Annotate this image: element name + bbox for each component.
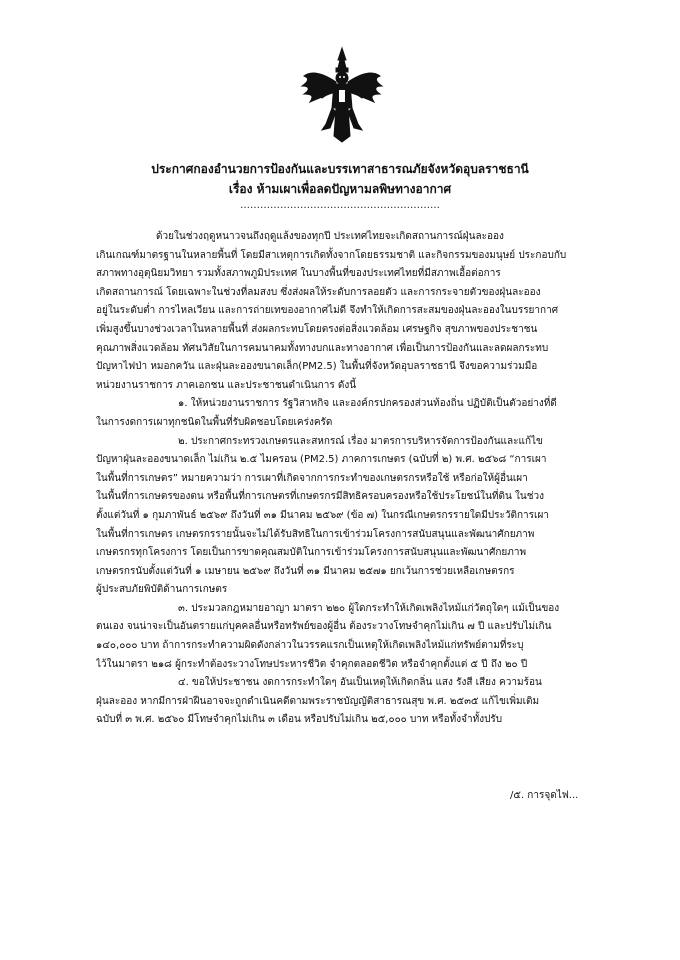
text-line: ตั้งแต่วันที่ ๑ กุมภาพันธ์ ๒๕๖๙ ถึงวันที่ ๓๑ มีนาคม ๒๕๖๙ (ข้อ ๗) ในกรณีเกษตรกรรายใดมีประวัติการเผา bbox=[96, 509, 549, 521]
text-line: ปัญหาฝุ่นละอองขนาดเล็ก ไม่เกิน ๒.๕ ไมครอน (PM2.5) ภาคการเกษตร (ฉบับที่ ๒) พ.ศ. ๒๕๖๘ “การเผา bbox=[96, 454, 547, 466]
text-line: สภาพทางอุตุนิยมวิทยา รวมทั้งสภาพภูมิประเทศ ในบางพื้นที่ของประเทศไทยที่มีสภาพเอื้อต่อการ bbox=[96, 268, 501, 280]
text-line: เกษตรกรทุกโครงการ โดยเป็นการขาดคุณสมบัติในการเข้าร่วมโครงการสนับสนุนและพัฒนาศักยภาพ bbox=[96, 547, 527, 559]
text-line: ฝุ่นละออง หากมีการฝ่าฝืนอาจจะถูกดำเนินคดีตามพระราชบัญญัติสาธารณสุข พ.ศ. ๒๕๓๕ แก้ไขเพิ่มเติม bbox=[96, 695, 540, 707]
text-line: เกษตรกรนับตั้งแต่วันที่ ๑ เมษายน ๒๕๖๙ ถึงวันที่ ๓๑ มีนาคม ๒๕๗๑ ยกเว้นการช่วยเหลือเกษตรกร bbox=[96, 565, 515, 577]
text-line: คุณภาพสิ่งแวดล้อม ทัศนวิสัยในการคมนาคมทั้งทางบกและทางอากาศ เพื่อเป็นการป้องกันและลดผลกระทบ bbox=[96, 342, 549, 354]
separator-line: …………………………………………………… bbox=[240, 200, 440, 211]
text-line: อยู่ในระดับต่ำ การไหลเวียน และการถ่ายเทของอากาศไม่ดี จึงทำให้เกิดการสะสมของฝุ่นละอองในบรรยากาศ bbox=[96, 305, 559, 317]
text-line: ในพื้นที่การเกษตรของตน หรือพื้นที่การเกษตรที่เกษตรกรมีสิทธิครอบครองหรือใช้ประโยชน์ในที่ดิน ในช่วง bbox=[96, 491, 545, 503]
paragraph-intro bbox=[96, 228, 676, 395]
text-line: เพิ่มสูงขึ้นบางช่วงเวลาในหลายพื้นที่ ส่งผลกระทบโดยตรงต่อสิ่งแวดล้อม เศรษฐกิจ สุขภาพของประชาชน bbox=[96, 323, 538, 335]
text-line: ฉบับที่ ๓ พ.ศ. ๒๕๖๐ มีโทษจำคุกไม่เกิน ๓ เดือน หรือปรับไม่เกิน ๒๕,๐๐๐ บาท หรือทั้งจำทั้งปรับ bbox=[96, 714, 503, 726]
garuda-emblem-icon bbox=[300, 46, 384, 144]
announcement-title: ประกาศกองอำนวยการป้องกันและบรรเทาสาธารณภัยจังหวัดอุบลราชธานี bbox=[151, 162, 529, 176]
text-line: ผู้ประสบภัยพิบัติด้านการเกษตร bbox=[96, 584, 228, 596]
text-line: ตนเอง จนน่าจะเป็นอันตรายแก่บุคคลอื่นหรือทรัพย์ของผู้อื่น ต้องระวางโทษจำคุกไม่เกิน ๗ ปี และปรับไม่เกิน bbox=[96, 621, 552, 633]
paragraph-item-4 bbox=[96, 674, 676, 730]
announcement-body bbox=[96, 228, 676, 730]
paragraph-item-1 bbox=[96, 395, 676, 432]
text-line: ๒. ประกาศกระทรวงเกษตรและสหกรณ์ เรื่อง มาตรการบริหารจัดการป้องกันและแก้ไข bbox=[178, 435, 543, 447]
text-line: ด้วยในช่วงฤดูหนาวจนถึงฤดูแล้งของทุกปี ประเทศไทยจะเกิดสถานการณ์ฝุ่นละออง bbox=[156, 231, 504, 242]
text-line: เกิดสถานการณ์ โดยเฉพาะในช่วงที่ลมสงบ ซึ่งส่งผลให้ระดับการลอยตัว และการกระจายตัวของฝุ่นละออง bbox=[96, 286, 541, 298]
text-line: ในพื้นที่การเกษตร” หมายความว่า การเผาที่เกิดจากการกระทำของเกษตรกรหรือใช้ หรือก่อให้ผู้อื่นเผา bbox=[96, 472, 528, 484]
paragraph-item-3 bbox=[96, 600, 676, 674]
text-line: ไว้ในมาตรา ๒๑๘ ผู้กระทำต้องระวางโทษประหารชีวิต จำคุกตลอดชีวิต หรือจำคุกตั้งแต่ ๕ ปี ถึง ๒๐ ปี bbox=[96, 658, 528, 670]
text-line: ในการงดการเผาทุกชนิดในพื้นที่รับผิดชอบโดยเคร่งครัด bbox=[96, 416, 333, 428]
text-line: ในพื้นที่การเกษตร เกษตรกรรายนั้นจะไม่ได้รับสิทธิในการเข้าร่วมโครงการสนับสนุนและพัฒนาศักยภาพ bbox=[96, 528, 535, 540]
text-line: เกินเกณฑ์มาตรฐานในหลายพื้นที่ โดยมีสาเหตุการเกิดทั้งจากโดยธรรมชาติ และกิจกรรมของมนุษย์ ประกอบกับ bbox=[96, 249, 567, 261]
text-line: ๓. ประมวลกฎหมายอาญา มาตรา ๒๒๐ ผู้ใดกระทำให้เกิดเพลิงไหม้แก่วัตถุใดๆ แม้เป็นของ bbox=[178, 602, 560, 614]
text-line: ๔. ขอให้ประชาชน งดการกระทำใดๆ อันเป็นเหตุให้เกิดกลิ่น แสง รังสี เสียง ความร้อน bbox=[178, 677, 542, 689]
continuation-marker: /๕. การจุดไฟ... bbox=[510, 790, 579, 801]
text-line: หน่วยงานราชการ ภาคเอกชน และประชาชนดำเนินการ ดังนี้ bbox=[96, 379, 357, 391]
announcement-subject: เรื่อง ห้ามเผาเพื่อลดปัญหามลพิษทางอากาศ bbox=[228, 182, 452, 196]
paragraph-item-2 bbox=[96, 433, 676, 600]
text-line: ๑. ให้หน่วยงานราชการ รัฐวิสาหกิจ และองค์กรปกครองส่วนท้องถิ่น ปฏิบัติเป็นตัวอย่างที่ดี bbox=[178, 398, 557, 410]
text-line: ปัญหาไฟป่า หมอกควัน และฝุ่นละอองขนาดเล็ก(PM2.5) ในพื้นที่จังหวัดอุบลราชธานี จึงขอความร่วมมือ bbox=[96, 361, 538, 373]
text-line: ๑๔๐,๐๐๐ บาท ถ้าการกระทำความผิดดังกล่าวในวรรคแรกเป็นเหตุให้เกิดเพลิงไหม้แก่ทรัพย์ตามที่ระบุ bbox=[96, 640, 524, 652]
